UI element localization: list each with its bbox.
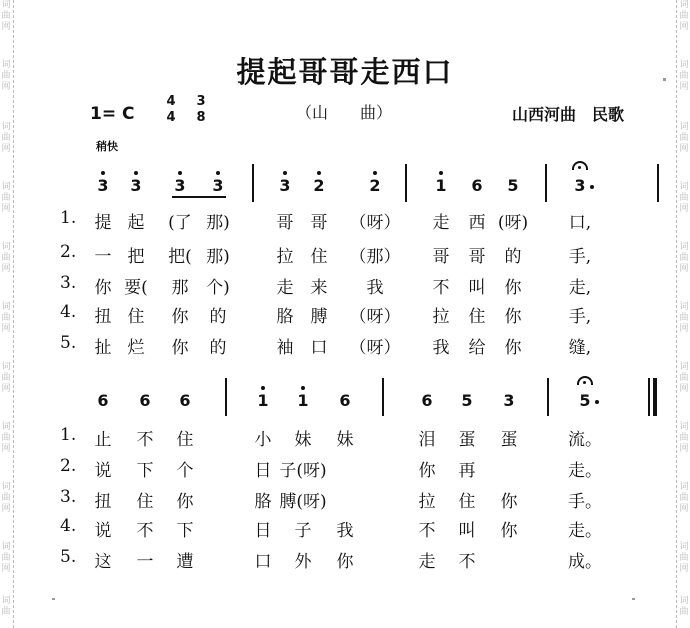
note-digit: 6 (139, 391, 151, 410)
bar-line (657, 164, 659, 202)
lyric-syllable: 你 (504, 307, 522, 327)
note-digit: 6 (421, 391, 433, 410)
octave-dot-above (317, 171, 321, 175)
lyric-syllable: 的 (209, 307, 227, 327)
lyric-syllable: 止 (94, 430, 112, 450)
lyric-syllable: （呀） (349, 213, 401, 233)
lyric-syllable: 你 (504, 338, 522, 358)
lyric-syllable: 你 (336, 552, 354, 572)
watermark-text: 词 曲 网 (1, 362, 11, 394)
lyric-syllable: 住 (136, 492, 154, 512)
bar-line (547, 378, 549, 416)
note (419, 391, 435, 410)
lyric-syllable: 小 (254, 430, 272, 450)
lyric-syllable: 外 (294, 552, 312, 572)
note-digit: 3 (574, 176, 586, 195)
augmentation-dot (590, 185, 594, 189)
augmentation-dot (595, 400, 599, 404)
lyric-syllable: 来 (310, 278, 328, 298)
note-digit: 2 (313, 176, 325, 195)
note-digit: 6 (471, 176, 483, 195)
watermark-text: 词 曲 网 (1, 242, 11, 274)
lyric-syllable: 个 (176, 461, 194, 481)
lyric-syllable: 走 (418, 552, 436, 572)
lyric-syllable: 扯 (94, 338, 112, 358)
octave-dot-above (101, 171, 105, 175)
lyric-syllable: 你 (176, 492, 194, 512)
watermark-text: 词 曲 网 (1, 182, 11, 214)
lyric-syllable: 蛋 (458, 430, 476, 450)
verse-number: 5. (60, 547, 77, 567)
verse-number: 2. (60, 242, 77, 262)
bar-line (252, 164, 254, 202)
note (311, 176, 327, 195)
bar-line (405, 164, 407, 202)
watermark-text: 词 曲 网 (679, 302, 689, 334)
note (433, 176, 449, 195)
lyric-syllable: 烂 (127, 338, 145, 358)
lyric-syllable: 口 (310, 338, 328, 358)
note-digit: 6 (97, 391, 109, 410)
lyric-syllable: 不 (418, 521, 436, 541)
lyric-syllable: 叫 (458, 521, 476, 541)
lyric-syllable: 流。 (568, 430, 602, 450)
note-digit: 3 (279, 176, 291, 195)
verse-number: 3. (60, 273, 77, 293)
watermark-text: 词 曲 网 (679, 182, 689, 214)
watermark-text: 词 曲 网 (679, 60, 689, 92)
lyric-syllable: 胳 (276, 307, 294, 327)
verse-number: 1. (60, 208, 77, 228)
lyric-syllable: 再 (458, 461, 476, 481)
note-digit: 6 (339, 391, 351, 410)
lyric-syllable: 拉 (432, 307, 450, 327)
lyric-syllable: 哥 (276, 213, 294, 233)
lyric-syllable: 子(呀) (279, 461, 327, 481)
watermark-text: 词 曲 (1, 596, 11, 617)
lyric-syllable: 一 (136, 552, 154, 572)
verse-number: 1. (60, 425, 77, 445)
lyric-syllable: 叫 (468, 278, 486, 298)
lyric-syllable: 手。 (568, 492, 602, 512)
note-digit: 1 (297, 391, 309, 410)
lyric-syllable: 起 (127, 213, 145, 233)
octave-dot-above (301, 386, 305, 390)
song-title: 提起哥哥走西口 (236, 55, 454, 89)
lyric-syllable: 遭 (176, 552, 194, 572)
lyric-syllable: 缝, (568, 338, 592, 358)
lyric-syllable: 哥 (310, 213, 328, 233)
fermata-icon (572, 161, 588, 170)
note (95, 391, 111, 410)
scan-speck (632, 598, 635, 600)
note (277, 176, 293, 195)
note (128, 176, 144, 195)
note-digit: 3 (174, 176, 186, 195)
note (177, 391, 193, 410)
lyric-syllable: 那) (206, 213, 230, 233)
verse-number: 4. (60, 516, 77, 536)
lyric-syllable: 住 (458, 492, 476, 512)
note-digit: 1 (257, 391, 269, 410)
lyric-syllable: 走 (432, 213, 450, 233)
bar-line (225, 378, 227, 416)
lyric-syllable: 你 (500, 492, 518, 512)
watermark-text: 词 曲 网 (1, 302, 11, 334)
final-bar-line (653, 378, 657, 416)
lyric-syllable: （呀） (349, 307, 401, 327)
lyric-syllable: 这 (94, 552, 112, 572)
note (459, 391, 475, 410)
lyric-syllable: 走。 (568, 461, 602, 481)
time-signature-4-4: 4 4 (166, 94, 176, 125)
note (469, 176, 485, 195)
note (572, 176, 588, 195)
octave-dot-above (134, 171, 138, 175)
lyric-syllable: 个) (206, 278, 230, 298)
lyric-syllable: 日 (254, 521, 272, 541)
watermark-text: 词 曲 网 (1, 542, 11, 574)
lyric-syllable: 下 (136, 461, 154, 481)
octave-dot-above (373, 171, 377, 175)
scan-speck (52, 598, 55, 600)
note-digit: 3 (503, 391, 515, 410)
lyric-syllable: 胳 (254, 492, 272, 512)
lyric-syllable: 泪 (418, 430, 436, 450)
watermark-text: 词 曲 网 (679, 422, 689, 454)
lyric-syllable: 住 (310, 247, 328, 267)
note (95, 176, 111, 195)
note-digit: 3 (212, 176, 224, 195)
watermark-text: 词 曲 网 (1, 0, 11, 32)
lyric-syllable: 那 (171, 278, 189, 298)
lyric-syllable: 妹 (294, 430, 312, 450)
lyric-syllable: 你 (171, 307, 189, 327)
lyric-syllable: 走。 (568, 521, 602, 541)
note (501, 391, 517, 410)
lyric-syllable: 要( (124, 278, 148, 298)
lyric-syllable: 走, (568, 278, 592, 298)
lyric-syllable: 给 (468, 338, 486, 358)
lyric-syllable: 把( (168, 247, 192, 267)
lyric-syllable: 你 (171, 338, 189, 358)
key-signature: 1= C (90, 104, 135, 124)
lyric-syllable: 你 (500, 521, 518, 541)
verse-number: 2. (60, 456, 77, 476)
lyric-syllable: 说 (94, 461, 112, 481)
lyric-syllable: 拉 (418, 492, 436, 512)
note-digit: 1 (435, 176, 447, 195)
lyric-syllable: 成。 (568, 552, 602, 572)
lyric-syllable: 蛋 (500, 430, 518, 450)
lyric-syllable: 下 (176, 521, 194, 541)
note (337, 391, 353, 410)
bar-line (648, 378, 650, 416)
lyric-syllable: 不 (432, 278, 450, 298)
lyric-syllable: 我 (432, 338, 450, 358)
watermark-text: 词 曲 网 (679, 362, 689, 394)
lyric-syllable: 妹 (336, 430, 354, 450)
watermark-text: 词 曲 网 (679, 542, 689, 574)
note-digit: 5 (507, 176, 519, 195)
watermark-text: 词 曲 网 (1, 422, 11, 454)
lyric-syllable: 手, (568, 307, 592, 327)
lyric-syllable: (呀) (497, 213, 529, 233)
note-digit: 5 (461, 391, 473, 410)
note (295, 391, 311, 410)
note (172, 176, 188, 195)
lyric-syllable: 哥 (432, 247, 450, 267)
lyric-syllable: 提 (94, 213, 112, 233)
lyric-syllable: 住 (176, 430, 194, 450)
lyric-syllable: 住 (127, 307, 145, 327)
fermata-icon (577, 376, 593, 385)
left-watermark-strip (0, 0, 16, 628)
note (255, 391, 271, 410)
lyric-syllable: 哥 (468, 247, 486, 267)
note (505, 176, 521, 195)
lyric-syllable: 住 (468, 307, 486, 327)
lyric-syllable: 不 (136, 521, 154, 541)
octave-dot-above (439, 171, 443, 175)
note (367, 176, 383, 195)
lyric-syllable: 你 (418, 461, 436, 481)
lyric-syllable: 西 (468, 213, 486, 233)
watermark-text: 词 曲 网 (679, 122, 689, 154)
lyric-syllable: 走 (276, 278, 294, 298)
octave-dot-above (261, 386, 265, 390)
lyric-syllable: 把 (127, 247, 145, 267)
lyric-syllable: 不 (458, 552, 476, 572)
note (210, 176, 226, 195)
watermark-text: 词 曲 网 (1, 60, 11, 92)
lyric-syllable: 的 (209, 338, 227, 358)
origin-label: 山西河曲 民歌 (512, 105, 625, 124)
lyric-syllable: 手, (568, 247, 592, 267)
lyric-syllable: 口, (568, 213, 592, 233)
lyric-syllable: 不 (136, 430, 154, 450)
watermark-text: 词 曲 (679, 596, 689, 617)
watermark-text: 词 曲 网 (1, 482, 11, 514)
note-digit: 3 (97, 176, 109, 195)
lyric-syllable: （那） (349, 247, 401, 267)
lyric-syllable: 膊 (310, 307, 328, 327)
time-signature-3-8: 3 8 (196, 94, 206, 125)
octave-dot-above (178, 171, 182, 175)
bar-line (382, 378, 384, 416)
lyric-syllable: 一 (94, 247, 112, 267)
lyric-syllable: 膊(呀) (279, 492, 327, 512)
lyric-syllable: 你 (94, 278, 112, 298)
note-digit: 2 (369, 176, 381, 195)
scan-speck (663, 78, 666, 81)
lyric-syllable: 子 (294, 521, 312, 541)
lyric-syllable: 日 (254, 461, 272, 481)
lyric-syllable: 扭 (94, 307, 112, 327)
note-digit: 3 (130, 176, 142, 195)
watermark-text: 词 曲 网 (1, 122, 11, 154)
lyric-syllable: 我 (366, 278, 384, 298)
beam-line (172, 196, 226, 198)
note-digit: 6 (179, 391, 191, 410)
lyric-syllable: 拉 (276, 247, 294, 267)
right-watermark-strip (674, 0, 690, 628)
lyric-syllable: 说 (94, 521, 112, 541)
lyric-syllable: (了 (168, 213, 192, 233)
lyric-syllable: （呀） (349, 338, 401, 358)
lyric-syllable: 袖 (276, 338, 294, 358)
verse-number: 5. (60, 333, 77, 353)
watermark-text: 词 曲 网 (679, 0, 689, 32)
verse-number: 4. (60, 302, 77, 322)
note (137, 391, 153, 410)
lyric-syllable: 你 (504, 278, 522, 298)
note-digit: 5 (579, 391, 591, 410)
watermark-text: 词 曲 网 (679, 482, 689, 514)
lyric-syllable: 那) (206, 247, 230, 267)
lyric-syllable: 口 (254, 552, 272, 572)
octave-dot-above (283, 171, 287, 175)
bar-line (545, 164, 547, 202)
verse-number: 3. (60, 487, 77, 507)
genre-label: （山 曲） (296, 103, 393, 122)
watermark-text: 词 曲 网 (679, 242, 689, 274)
lyric-syllable: 扭 (94, 492, 112, 512)
lyric-syllable: 的 (504, 247, 522, 267)
tempo-marking: 稍快 (96, 140, 118, 153)
note (577, 391, 593, 410)
lyric-syllable: 我 (336, 521, 354, 541)
octave-dot-above (216, 171, 220, 175)
